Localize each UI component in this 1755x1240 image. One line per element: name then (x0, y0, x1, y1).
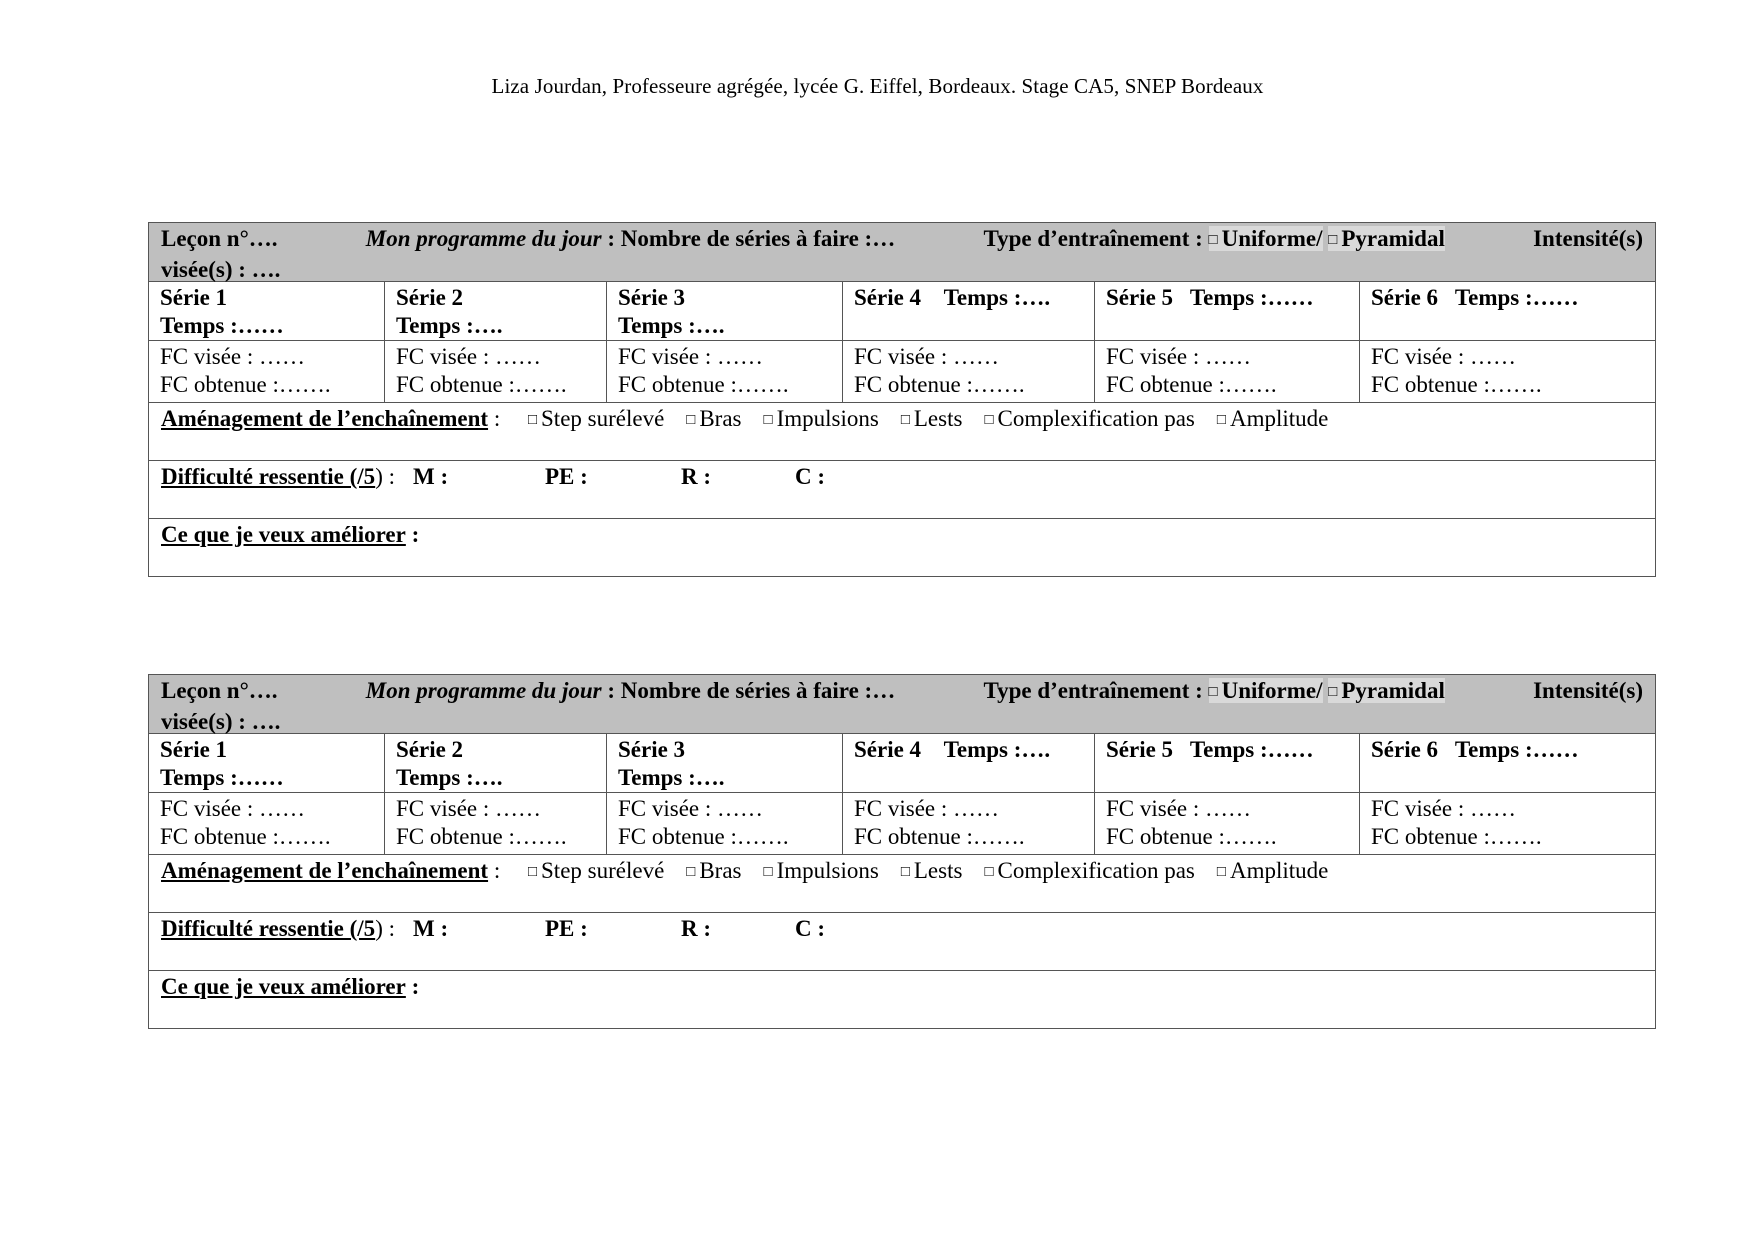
option-impulsions: □ Impulsions (763, 406, 879, 431)
hr-cell[interactable] (384, 341, 606, 402)
series-row (149, 281, 1655, 340)
series-cell[interactable] (842, 734, 1094, 792)
series-time: Temps :…. (396, 313, 503, 338)
fc-target: FC visée : …… (854, 344, 1000, 369)
series-label: Série 4 Temps :…. (854, 285, 1051, 310)
training-sheet-1 (148, 222, 1656, 577)
hr-cell[interactable] (606, 793, 842, 854)
page-header: Liza Jourdan, Professeure agrégée, lycée G. Eiffel, Bordeaux. Stage CA5, SNEP Bordeaux (491, 74, 1264, 98)
series-label: Série 6 Temps :…… (1371, 285, 1579, 310)
option-amplitude: □ Amplitude (1216, 406, 1329, 431)
fc-obtained: FC obtenue :……. (618, 824, 789, 849)
hr-cell[interactable] (1359, 793, 1655, 854)
series-label: Série 3 (618, 737, 686, 762)
program-series-count (366, 225, 895, 256)
hr-cell[interactable] (1094, 793, 1359, 854)
rating-pe: PE : (545, 464, 588, 489)
fc-obtained: FC obtenue :……. (854, 824, 1025, 849)
series-label: Série 5 Temps :…… (1106, 737, 1314, 762)
series-label: Série 2 (396, 285, 464, 310)
checkbox-bras[interactable]: □ (686, 864, 696, 880)
option-bras: □ Bras (686, 858, 742, 883)
fc-target: FC visée : …… (160, 796, 306, 821)
fc-target: FC visée : …… (1106, 796, 1252, 821)
option-uniform: Uniforme/ (1221, 678, 1323, 703)
series-count-label: : Nombre de séries à faire :… (601, 678, 896, 703)
fc-target: FC visée : …… (854, 796, 1000, 821)
fc-target: FC visée : …… (1371, 796, 1517, 821)
lesson-title-bar (149, 223, 1655, 281)
option-pyramidal: Pyramidal (1341, 226, 1445, 251)
fc-target: FC visée : …… (618, 344, 764, 369)
rating-c: C : (795, 464, 826, 489)
checkbox-complexification[interactable]: □ (984, 864, 994, 880)
series-cell[interactable] (1094, 282, 1359, 340)
rating-m: M : (413, 464, 449, 489)
intensity-target: visée(s) : …. (161, 709, 281, 734)
lesson-number: Leçon n°…. (161, 226, 278, 251)
lesson-title-bar (149, 675, 1655, 733)
fc-obtained: FC obtenue :……. (618, 372, 789, 397)
option-lests: □ Lests (900, 406, 963, 431)
hr-cell[interactable] (1094, 341, 1359, 402)
series-time: Temps :…. (618, 313, 725, 338)
fc-target: FC visée : …… (1371, 344, 1517, 369)
intensity-label: Intensité(s) (1533, 678, 1643, 703)
hr-cell[interactable] (149, 793, 384, 854)
series-cell[interactable] (606, 734, 842, 792)
improve-colon: : (405, 974, 420, 999)
heart-rate-row (149, 340, 1655, 402)
series-time: Temps :…. (396, 765, 503, 790)
hr-cell[interactable] (842, 341, 1094, 402)
fc-target: FC visée : …… (618, 796, 764, 821)
difficulty-close: ) : (375, 916, 395, 941)
series-label: Série 3 (618, 285, 686, 310)
fc-target: FC visée : …… (396, 344, 542, 369)
series-label: Série 4 Temps :…. (854, 737, 1051, 762)
difficulty-label: Difficulté ressentie (/5 (161, 464, 376, 489)
intensity-target: visée(s) : …. (161, 257, 281, 282)
series-cell[interactable] (842, 282, 1094, 340)
checkbox-pyramidal[interactable]: □ (1328, 684, 1338, 700)
series-cell[interactable] (1359, 282, 1655, 340)
option-impulsions: □ Impulsions (763, 858, 879, 883)
checkbox-bras[interactable]: □ (686, 412, 696, 428)
program-series-count (366, 677, 895, 708)
rating-r: R : (681, 464, 712, 489)
training-sheet-2 (148, 674, 1656, 1029)
difficulty-label: Difficulté ressentie (/5 (161, 916, 376, 941)
series-label: Série 2 (396, 737, 464, 762)
hr-cell[interactable] (842, 793, 1094, 854)
improve-label: Ce que je veux améliorer (161, 522, 406, 547)
series-cell[interactable] (384, 734, 606, 792)
hr-cell[interactable] (384, 793, 606, 854)
series-time: Temps :…… (160, 313, 284, 338)
fc-obtained: FC obtenue :……. (1106, 372, 1277, 397)
program-label: Mon programme du jour (365, 678, 602, 703)
option-uniform: Uniforme/ (1221, 226, 1323, 251)
amenagement-label: Aménagement de l’enchaînement (161, 858, 489, 883)
series-row (149, 733, 1655, 792)
rating-r: R : (681, 916, 712, 941)
checkbox-step[interactable]: □ (527, 864, 538, 880)
fc-obtained: FC obtenue :……. (1371, 372, 1542, 397)
option-step: □ Step surélevé (527, 858, 665, 883)
improve-row[interactable] (149, 518, 1655, 576)
intensity-label: Intensité(s) (1533, 226, 1643, 251)
checkbox-lests[interactable]: □ (900, 412, 910, 428)
fc-obtained: FC obtenue :……. (396, 372, 567, 397)
lesson-number: Leçon n°…. (161, 678, 278, 703)
series-cell[interactable] (384, 282, 606, 340)
checkbox-uniform[interactable]: □ (1208, 232, 1218, 248)
difficulty-close: ) : (375, 464, 395, 489)
training-type (983, 225, 1444, 256)
hr-cell[interactable] (149, 341, 384, 402)
improve-colon: : (405, 522, 420, 547)
amenagement-row (149, 854, 1655, 912)
series-label: Série 1 (160, 737, 228, 762)
series-label: Série 1 (160, 285, 228, 310)
fc-obtained: FC obtenue :……. (396, 824, 567, 849)
hr-cell[interactable] (606, 341, 842, 402)
checkbox-impulsions[interactable]: □ (763, 864, 773, 880)
option-complexification: □ Complexification pas (984, 858, 1195, 883)
series-cell[interactable] (1094, 734, 1359, 792)
difficulty-row[interactable] (149, 460, 1655, 518)
amenagement-row (149, 402, 1655, 460)
rating-c: C : (795, 916, 826, 941)
fc-obtained: FC obtenue :……. (1106, 824, 1277, 849)
checkbox-impulsions[interactable]: □ (763, 412, 773, 428)
fc-target: FC visée : …… (1106, 344, 1252, 369)
checkbox-amplitude[interactable]: □ (1216, 864, 1226, 880)
fc-target: FC visée : …… (160, 344, 306, 369)
option-lests: □ Lests (900, 858, 963, 883)
option-pyramidal: Pyramidal (1341, 678, 1445, 703)
checkbox-amplitude[interactable]: □ (1216, 412, 1226, 428)
hr-cell[interactable] (1359, 341, 1655, 402)
fc-obtained: FC obtenue :……. (854, 372, 1025, 397)
rating-pe: PE : (545, 916, 588, 941)
amenagement-sep: : (488, 406, 506, 431)
series-cell[interactable] (606, 282, 842, 340)
improve-label: Ce que je veux améliorer (161, 974, 406, 999)
amenagement-label: Aménagement de l’enchaînement (161, 406, 489, 431)
checkbox-step[interactable]: □ (527, 412, 538, 428)
improve-row[interactable] (149, 970, 1655, 1028)
series-cell[interactable] (1359, 734, 1655, 792)
series-time: Temps :…. (618, 765, 725, 790)
option-complexification: □ Complexification pas (984, 406, 1195, 431)
program-label: Mon programme du jour (365, 226, 602, 251)
checkbox-uniform[interactable]: □ (1208, 684, 1218, 700)
series-cell[interactable] (149, 282, 384, 340)
series-label: Série 6 Temps :…… (1371, 737, 1579, 762)
option-step: □ Step surélevé (527, 406, 665, 431)
fc-obtained: FC obtenue :……. (1371, 824, 1542, 849)
checkbox-complexification[interactable]: □ (984, 412, 994, 428)
option-amplitude: □ Amplitude (1216, 858, 1329, 883)
rating-m: M : (413, 916, 449, 941)
training-type-label: Type d’entraînement : (983, 678, 1209, 703)
heart-rate-row (149, 792, 1655, 854)
difficulty-row[interactable] (149, 912, 1655, 970)
training-type (983, 677, 1444, 708)
checkbox-pyramidal[interactable]: □ (1328, 232, 1338, 248)
amenagement-sep: : (488, 858, 506, 883)
fc-target: FC visée : …… (396, 796, 542, 821)
series-cell[interactable] (149, 734, 384, 792)
series-time: Temps :…… (160, 765, 284, 790)
fc-obtained: FC obtenue :……. (160, 372, 331, 397)
series-label: Série 5 Temps :…… (1106, 285, 1314, 310)
fc-obtained: FC obtenue :……. (160, 824, 331, 849)
training-type-label: Type d’entraînement : (983, 226, 1209, 251)
option-bras: □ Bras (686, 406, 742, 431)
checkbox-lests[interactable]: □ (900, 864, 910, 880)
series-count-label: : Nombre de séries à faire :… (601, 226, 896, 251)
